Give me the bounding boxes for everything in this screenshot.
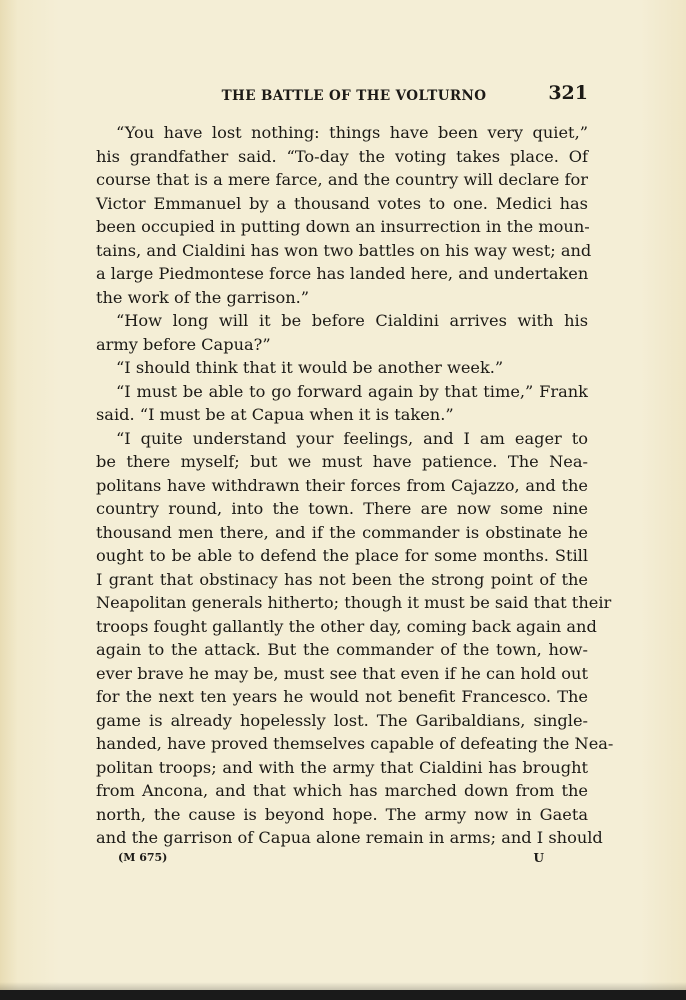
text-line: “How long will it be before Cialdini arrives with his: [116, 311, 588, 330]
signature-mark: U: [533, 851, 544, 865]
text-line: again to the attack. But the commander of the town, how-: [96, 640, 588, 659]
text-line: ever brave he may be, must see that even if he can hold out: [96, 663, 588, 683]
text-line: Victor Emmanuel by a thousand votes to one. Medici has: [96, 193, 588, 213]
text-line: from Ancona, and that which has marched down from the: [96, 781, 588, 800]
text-line: and the garrison of Capua alone remain in arms; and I should: [96, 828, 603, 847]
text-line: for the next ten years he would not benefit Francesco. The: [96, 687, 588, 706]
running-head: [96, 82, 588, 106]
text-line: his grandfather said. “To-day the voting takes place. Of: [96, 146, 588, 166]
text-line: been occupied in putting down an insurrection in the moun-: [96, 217, 590, 236]
text-line: army before Capua?”: [96, 334, 271, 354]
text-line: I grant that obstinacy has not been the strong point of the: [96, 569, 588, 589]
text-line: handed, have proved themselves capable of defeating the Nea-: [96, 734, 614, 753]
text-line: game is already hopelessly lost. The Garibaldians, single-: [96, 710, 588, 730]
page-bottom-shadow: [0, 982, 686, 990]
text-line: course that is a mere farce, and the country will declare for: [96, 170, 588, 189]
text-line: politan troops; and with the army that Cialdini has brought: [96, 757, 588, 777]
text-line: “I should think that it would be another week.”: [116, 358, 504, 377]
text-line: said. “I must be at Capua when it is taken.”: [96, 405, 454, 424]
body-text: [96, 121, 614, 850]
text-line: “You have lost nothing: things have been very quiet,”: [116, 123, 588, 142]
running-title: THE BATTLE OF THE VOLTURNO: [221, 88, 487, 104]
printer-mark: (M 675): [118, 851, 168, 864]
text-line: tains, and Cialdini has won two battles on his way west; and: [96, 240, 592, 260]
text-line: thousand men there, and if the commander is obstinate he: [96, 522, 588, 542]
text-line: “I quite understand your feelings, and I am eager to: [116, 428, 588, 448]
text-line: Neapolitan generals hitherto; though it must be said that their: [96, 593, 612, 612]
page-footer: [118, 851, 544, 869]
text-line: politans have withdrawn their forces from Cajazzo, and the: [96, 475, 588, 495]
page-number: 321: [548, 82, 588, 104]
text-line: troops fought gallantly the other day, coming back again and: [96, 616, 597, 636]
text-line: “I must be able to go forward again by that time,” Frank: [116, 381, 588, 401]
text-line: the work of the garrison.”: [96, 287, 310, 307]
text-line: be there myself; but we must have patience. The Nea-: [96, 452, 588, 471]
text-line: country round, into the town. There are now some nine: [96, 499, 588, 518]
text-line: ought to be able to defend the place for some months. Still: [96, 546, 588, 565]
page-bottom-edge: [0, 990, 686, 1000]
text-line: north, the cause is beyond hope. The army now in Gaeta: [96, 804, 588, 824]
text-line: a large Piedmontese force has landed here, and undertaken: [96, 264, 589, 283]
